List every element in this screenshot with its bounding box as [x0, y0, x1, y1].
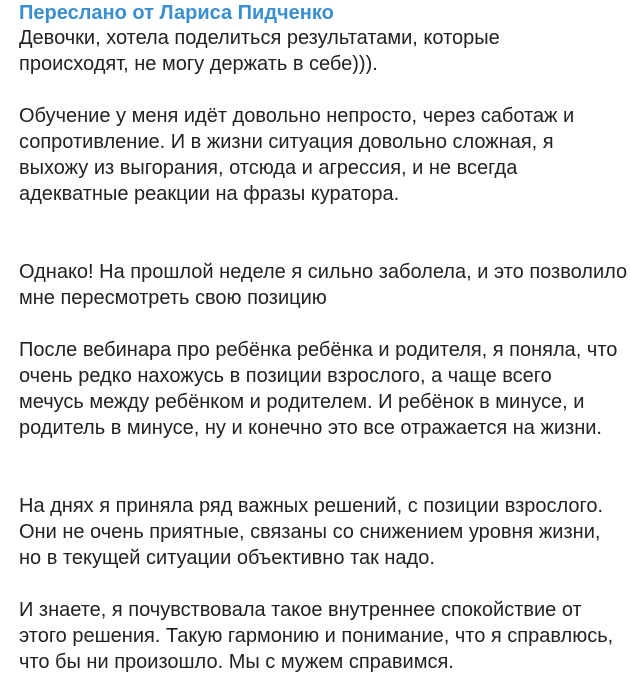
text-line: Они не очень приятные, связаны со снижением уровня жизни,: [19, 521, 601, 543]
text-line: Обучение у меня идёт довольно непросто, через саботаж и: [19, 105, 575, 127]
message-paragraph: [19, 259, 628, 311]
text-line: Однако! На прошлой неделе я сильно заболела, и это позволило: [19, 261, 628, 283]
message-text: [19, 25, 628, 675]
text-line: этого решения. Такую гармонию и понимание, что я справлюсь,: [19, 625, 614, 647]
paragraph-spacer: [19, 77, 620, 103]
text-line: Девочки, хотела поделиться результатами, которые: [19, 27, 500, 49]
message-paragraph: [19, 597, 620, 675]
text-line: родитель в минусе, ну и конечно это все отражается на жизни.: [19, 417, 602, 439]
message-paragraph: [19, 103, 620, 207]
text-line: После вебинара про ребёнка ребёнка и родителя, я поняла, что: [19, 339, 618, 361]
text-line: происходят, не могу держать в себе))).: [19, 53, 378, 75]
paragraph-spacer: [19, 441, 620, 493]
text-line: что бы ни произошло. Мы с мужем справимся.: [19, 651, 454, 673]
text-line: очень редко нахожусь в позиции взрослого, а чаще всего: [19, 365, 552, 387]
paragraph-spacer: [19, 207, 620, 259]
message-paragraph: [19, 337, 620, 441]
forwarded-prefix: Переслано от: [19, 2, 154, 24]
text-line: мне пересмотреть свою позицию: [19, 287, 327, 309]
paragraph-spacer: [19, 571, 620, 597]
text-line: На днях я приняла ряд важных решений, с позиции взрослого.: [19, 495, 604, 517]
text-line: мечусь между ребёнком и родителем. И ребёнок в минусе, и: [19, 391, 585, 413]
text-line: выхожу из выгорания, отсюда и агрессия, и не всегда: [19, 157, 518, 179]
forwarded-author-link[interactable]: Лариса Пидченко: [159, 2, 334, 24]
text-line: сопротивление. И в жизни ситуация довольно сложная, я: [19, 131, 554, 153]
paragraph-spacer: [19, 311, 620, 337]
forwarded-from-header: [19, 0, 620, 25]
message-paragraph: [19, 493, 620, 571]
message-paragraph: [19, 25, 620, 77]
text-line: адекватные реакции на фразы куратора.: [19, 183, 400, 205]
text-line: но в текущей ситуации объективно так надо.: [19, 547, 435, 569]
text-line: И знаете, я почувствовала такое внутреннее спокойствие от: [19, 599, 582, 621]
